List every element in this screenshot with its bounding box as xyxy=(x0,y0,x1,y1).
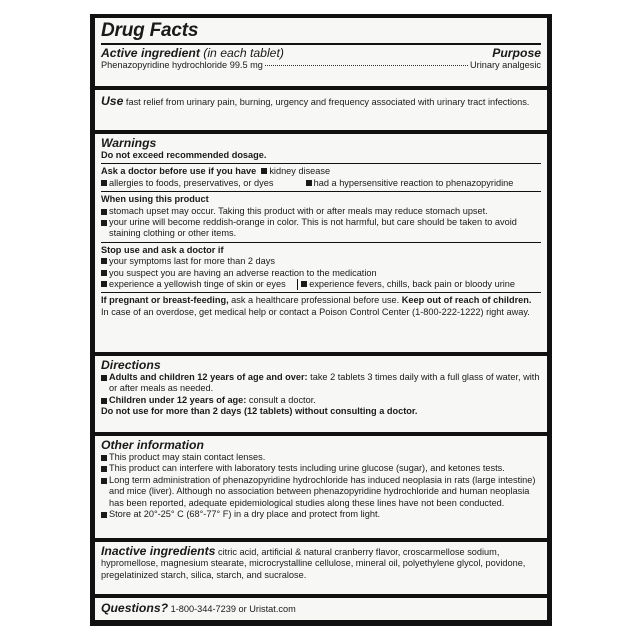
inactive-ingredients-section xyxy=(95,542,547,594)
children-warning: Keep out of reach of children. xyxy=(401,295,532,306)
square-bullet-icon xyxy=(261,168,267,174)
inactive-ingredients-heading: Inactive ingredients xyxy=(101,544,216,558)
divider xyxy=(101,242,541,243)
when-using-item: stomach upset may occur. Taking this product with or after meals may reduce stomach upset. xyxy=(101,206,541,217)
square-bullet-icon xyxy=(301,281,307,287)
ask-doctor-item: had a hypersensitive reaction to phenazopyridine xyxy=(313,177,514,188)
divider xyxy=(101,191,541,192)
ingredient-row xyxy=(101,60,541,71)
square-bullet-icon xyxy=(101,281,107,287)
leader-dots xyxy=(265,65,468,66)
overdose-warning: In case of an overdose, get medical help or contact a Poison Control Center (1-800-222-1222) right away. xyxy=(101,306,530,317)
drug-facts-title: Drug Facts xyxy=(101,20,199,41)
ingredient-name: Phenazopyridine hydrochloride 99.5 mg xyxy=(101,60,263,70)
purpose-heading: Purpose xyxy=(492,46,541,60)
active-ingredient-section xyxy=(95,18,547,86)
stop-use-item: experience a yellowish tinge of skin or eyes xyxy=(109,279,286,290)
ask-doctor-block xyxy=(101,166,541,177)
ask-doctor-row xyxy=(101,178,541,189)
other-info-item: Long term administration of phenazopyridine hydrochloride has induced neoplasia in rats (large intestine) and mice (liver). Although no association between phenazopyridine hydrochloride and human neoplasia has been reported, adequate epidemiological studies along these lines have not been conducted. xyxy=(101,475,541,509)
other-info-item: Store at 20°-25° C (68°-77° F) in a dry place and protect from light. xyxy=(101,509,541,520)
ask-doctor-label: Ask a doctor before use if you have xyxy=(101,166,257,177)
warnings-section xyxy=(95,134,547,352)
stop-use-label: Stop use and ask a doctor if xyxy=(101,244,224,255)
divider xyxy=(101,292,541,293)
ask-doctor-item: allergies to foods, preservatives, or dyes xyxy=(109,177,274,188)
divider xyxy=(101,43,541,45)
stop-use-item: you suspect you are having an adverse reaction to the medication xyxy=(109,267,377,278)
square-bullet-icon xyxy=(306,180,312,186)
square-bullet-icon xyxy=(101,512,107,518)
active-ingredient-heading: Active ingredient (in each tablet) xyxy=(101,46,284,60)
questions-contact: 1-800-344-7239 or Uristat.com xyxy=(170,604,296,614)
when-using-label: When using this product xyxy=(101,194,209,205)
square-bullet-icon xyxy=(101,466,107,472)
other-information-heading: Other information xyxy=(101,438,204,452)
square-bullet-icon xyxy=(101,478,107,484)
other-info-item: This product can interfere with laboratory tests including urine glucose (sugar), and ketones tests. xyxy=(101,463,541,474)
ingredient-purpose: Urinary analgesic xyxy=(470,60,541,70)
usage-limit: Do not use for more than 2 days (12 tablets) without consulting a doctor. xyxy=(101,406,418,417)
square-bullet-icon xyxy=(101,455,107,461)
questions-section xyxy=(95,598,547,620)
directions-heading: Directions xyxy=(101,358,161,372)
inactive-ingredients-text: citric acid, artificial & natural cranberry flavor, croscarmellose sodium, hypromellose, magnesium stearate, microcrystalline cellulose, mineral oil, polyethylene glycol, povidone, pregelatinized starch, silica, starch, and sucralose. xyxy=(101,547,526,580)
stop-use-item: your symptoms last for more than 2 days xyxy=(109,256,275,267)
square-bullet-icon xyxy=(101,209,107,215)
square-bullet-icon xyxy=(101,270,107,276)
active-ingredient-note: (in each tablet) xyxy=(203,46,284,60)
drug-facts-panel xyxy=(90,14,552,626)
when-using-item: your urine will become reddish-orange in color. This is not harmful, but care should be taken to avoid staining clothing or other items. xyxy=(101,217,541,240)
square-bullet-icon xyxy=(101,375,107,381)
pregnancy-warning: If pregnant or breast-feeding, ask a healthcare professional before use. Keep out of reach of children. xyxy=(101,295,532,306)
other-information-section xyxy=(95,436,547,538)
directions-section xyxy=(95,356,547,432)
stop-use-row xyxy=(101,279,541,290)
use-section xyxy=(95,90,547,130)
square-bullet-icon xyxy=(101,180,107,186)
square-bullet-icon xyxy=(101,220,107,226)
divider xyxy=(101,163,541,164)
dosage-warning: Do not exceed recommended dosage. xyxy=(101,150,267,160)
ask-doctor-item: kidney disease xyxy=(269,166,331,177)
square-bullet-icon xyxy=(101,398,107,404)
stop-use-item: experience fevers, chills, back pain or bloody urine xyxy=(309,279,516,290)
warnings-heading: Warnings xyxy=(101,136,157,150)
use-heading: Use xyxy=(101,94,124,108)
use-text: fast relief from urinary pain, burning, urgency and frequency associated with urinary tract infections. xyxy=(125,97,530,107)
children-direction: Children under 12 years of age: consult a doctor. xyxy=(101,395,541,406)
square-bullet-icon xyxy=(101,258,107,264)
questions-heading: Questions? xyxy=(101,601,169,615)
other-info-item: This product may stain contact lenses. xyxy=(101,452,541,463)
adults-direction: Adults and children 12 years of age and over: take 2 tablets 3 times daily with a full glass of water, with or after meals as needed. xyxy=(101,372,541,395)
